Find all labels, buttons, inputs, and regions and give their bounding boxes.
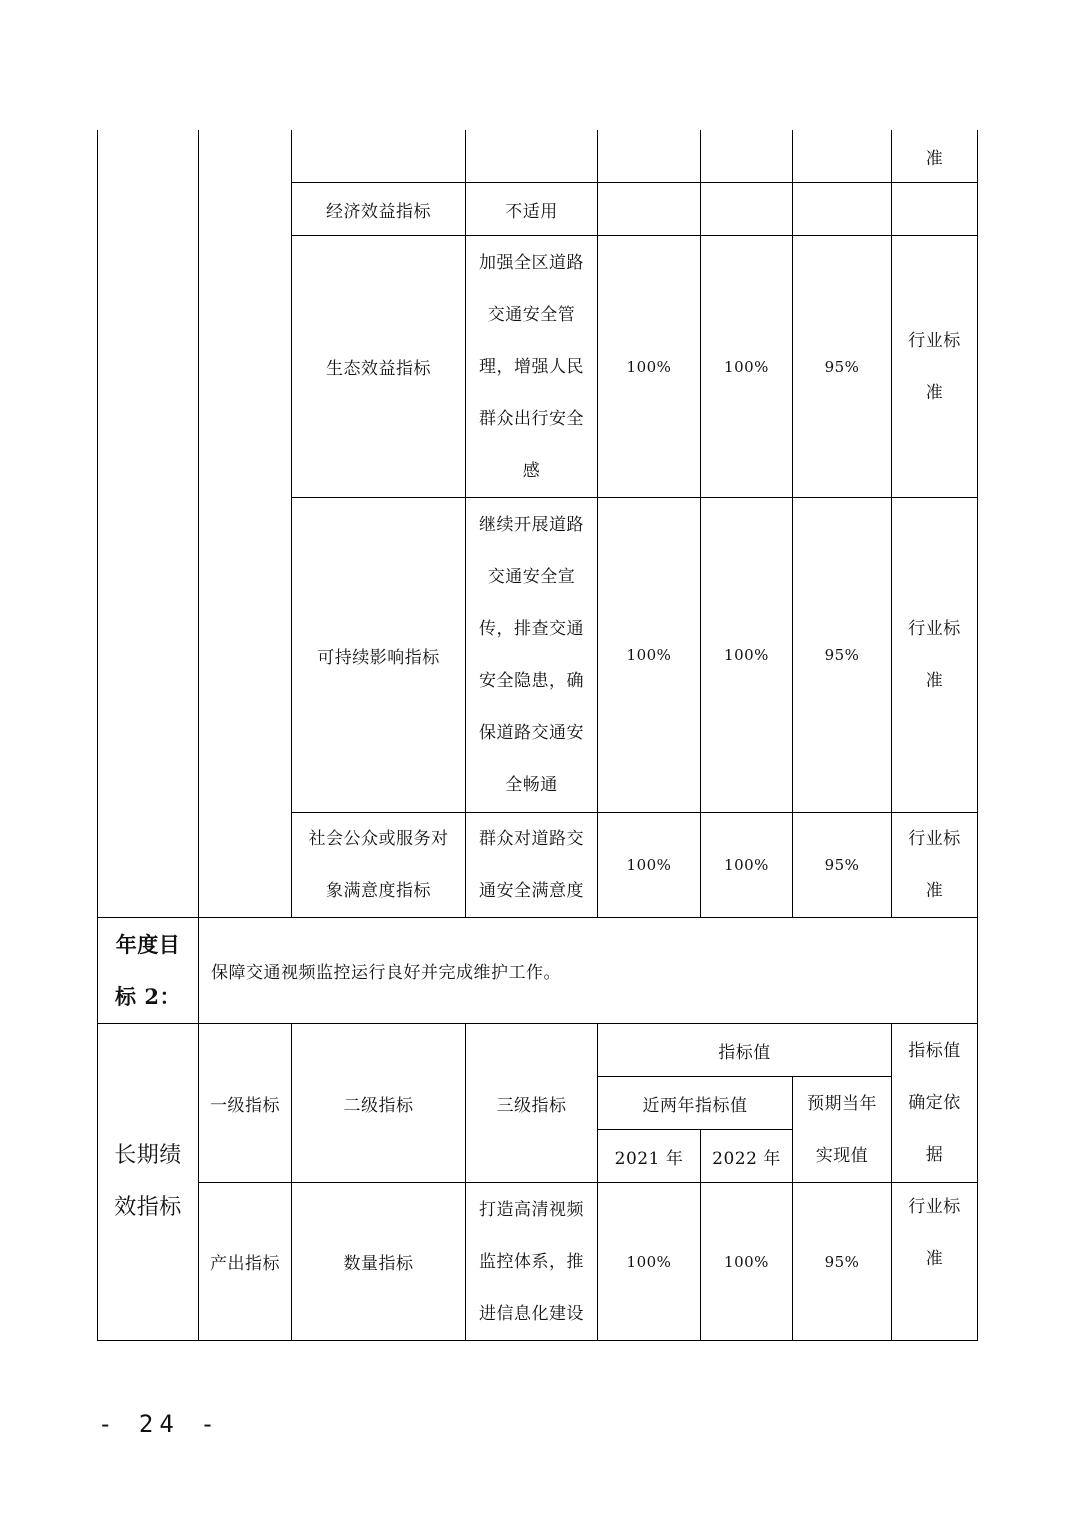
value-2021: 100% [626, 646, 672, 664]
header-basis-line: 确定依 [908, 1093, 961, 1113]
header-expected [793, 1077, 891, 1182]
basis-cell [892, 498, 977, 812]
header-level1-text: 一级指标 [210, 1095, 280, 1116]
value-2022-cell [701, 236, 792, 497]
basis-line: 行业标 [908, 1197, 961, 1217]
value-2021: 100% [626, 856, 672, 874]
level3-text: 不适用 [505, 201, 558, 222]
basis-line: 行业标 [908, 619, 961, 639]
level2-line: 社会公众或服务对 [308, 829, 449, 849]
expected-value-cell [793, 498, 891, 812]
level2-cell [292, 183, 465, 235]
level3-line: 保道路交通安 [479, 723, 584, 743]
basis-carryover-text: 准 [925, 148, 944, 169]
header-expected-line: 实现值 [815, 1145, 869, 1166]
level2-cell [292, 498, 465, 812]
level3-line: 交通安全管 [487, 304, 576, 325]
level3-line: 群众对道路交 [479, 829, 584, 849]
level3-line: 通安全满意度 [479, 881, 584, 901]
basis-carryover-cell [892, 130, 977, 182]
value-2021: 100% [626, 1252, 672, 1271]
expected-value-cell [793, 1183, 891, 1340]
basis-cell [892, 236, 977, 497]
header-indicator-value-text: 指标值 [718, 1042, 771, 1063]
long-term-label-line: 长期绩 [114, 1143, 182, 1168]
header-year-2022 [701, 1130, 792, 1182]
value-2022: 100% [724, 357, 769, 376]
basis-cell [892, 813, 977, 917]
header-year-2022-text: 2022 年 [712, 1148, 781, 1169]
basis-line: 准 [925, 671, 944, 691]
header-level1 [199, 1024, 291, 1182]
header-basis [892, 1024, 977, 1182]
annual-goal-text-cell [199, 918, 977, 1023]
value-2022: 100% [724, 646, 769, 664]
header-level3 [466, 1024, 597, 1182]
expected-value: 95% [824, 357, 860, 376]
value-2022: 100% [724, 1252, 769, 1271]
level1-cell [199, 1183, 291, 1340]
level3-line: 交通安全宣 [487, 567, 576, 587]
expected-value: 95% [824, 646, 860, 664]
header-recent-two-years-text: 近两年指标值 [642, 1095, 748, 1116]
header-level2 [292, 1024, 465, 1182]
level3-line: 全畅通 [505, 775, 558, 795]
header-level2-text: 二级指标 [343, 1095, 414, 1116]
level3-line: 继续开展道路 [479, 515, 584, 535]
level2-cell [292, 1183, 465, 1340]
annual-goal-label-cell [98, 918, 198, 1023]
header-expected-line: 预期当年 [807, 1093, 877, 1114]
header-level3-text: 三级指标 [496, 1095, 567, 1116]
value-2021-cell [598, 813, 700, 917]
level2-label: 生态效益指标 [326, 359, 431, 379]
level2-label: 经济效益指标 [326, 201, 431, 222]
basis-cell [892, 1183, 977, 1283]
expected-value-cell [793, 236, 891, 497]
header-year-2021-text: 2021 年 [614, 1148, 684, 1169]
level3-line: 传，排查交通 [479, 619, 584, 639]
header-recent-two-years [598, 1077, 792, 1129]
annual-goal-label-line: 年度目 [115, 931, 181, 957]
level2-label: 数量指标 [343, 1254, 414, 1274]
header-basis-line: 指标值 [908, 1041, 961, 1061]
level2-line: 象满意度指标 [326, 881, 431, 901]
long-term-label-line: 效指标 [114, 1195, 182, 1220]
level3-line: 安全隐患，确 [479, 671, 584, 691]
basis-line: 准 [925, 1249, 944, 1269]
level3-line: 监控体系，推 [479, 1251, 584, 1272]
level3-line: 打造高清视频 [479, 1199, 584, 1220]
long-term-label-cell [98, 1024, 198, 1340]
header-year-2021 [598, 1130, 700, 1182]
basis-line: 行业标 [908, 330, 961, 351]
level3-line: 理，增强人民 [479, 356, 584, 377]
expected-value-cell [793, 813, 891, 917]
value-2022-cell [701, 1183, 792, 1340]
basis-line: 准 [925, 382, 944, 403]
level3-cell [466, 813, 597, 917]
level3-line: 感 [522, 460, 541, 481]
value-2021: 100% [626, 357, 672, 376]
level3-cell [466, 498, 597, 812]
level1-label: 产出指标 [210, 1254, 280, 1274]
level3-line: 进信息化建设 [479, 1303, 584, 1324]
page-number: - 24 - [98, 1410, 221, 1438]
header-indicator-value [598, 1024, 891, 1076]
level2-cell [292, 236, 465, 497]
value-2021-cell [598, 498, 700, 812]
value-2022-cell [701, 813, 792, 917]
value-2021-cell [598, 1183, 700, 1340]
value-2022-cell [701, 498, 792, 812]
annual-goal-text: 保障交通视频监控运行良好并完成维护工作。 [211, 963, 561, 983]
level3-cell [466, 183, 597, 235]
expected-value: 95% [824, 1252, 860, 1271]
level2-cell [292, 813, 465, 917]
basis-line: 行业标 [908, 829, 961, 849]
value-2021-cell [598, 236, 700, 497]
level2-label: 可持续影响指标 [317, 647, 440, 668]
basis-line: 准 [925, 881, 944, 901]
level3-line: 加强全区道路 [479, 252, 584, 273]
level3-cell [466, 236, 597, 497]
annual-goal-label-line: 标 2： [115, 983, 181, 1009]
expected-value: 95% [824, 856, 860, 874]
level3-cell [466, 1183, 597, 1340]
level3-line: 群众出行安全 [479, 408, 584, 429]
header-basis-line: 据 [925, 1145, 944, 1165]
value-2022: 100% [724, 856, 769, 874]
